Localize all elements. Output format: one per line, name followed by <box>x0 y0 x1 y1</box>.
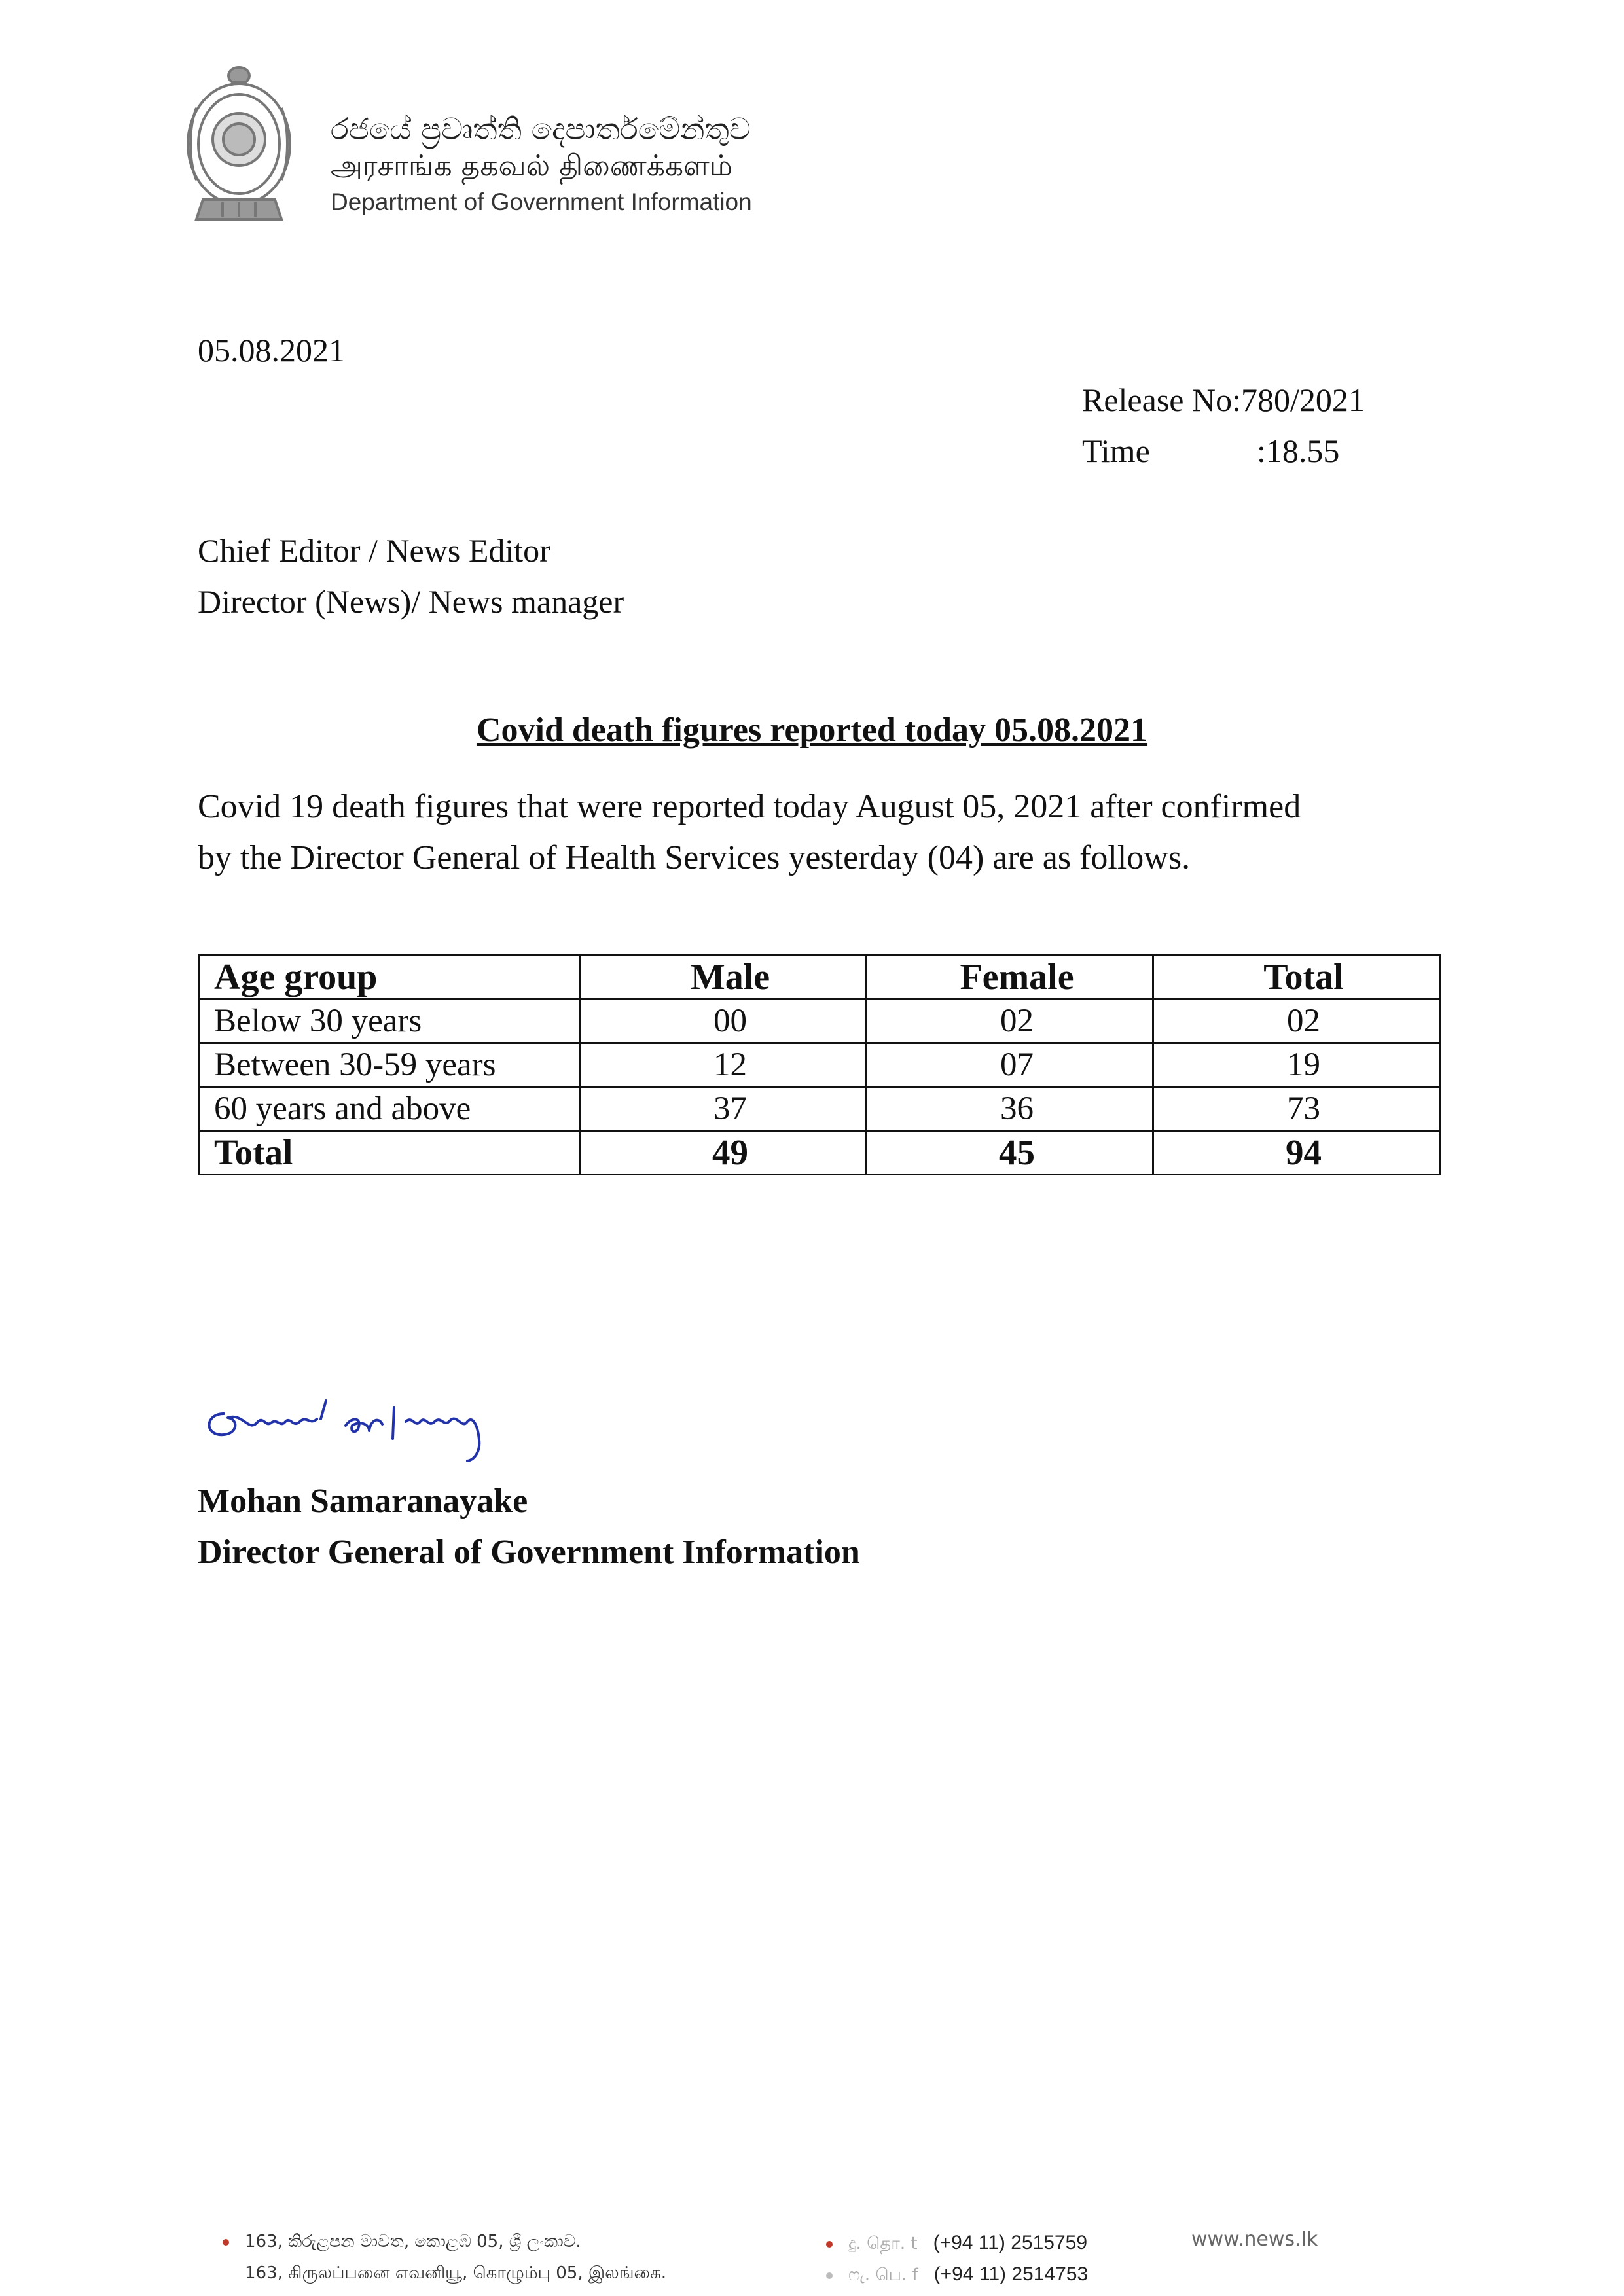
letterhead-sinhala-name: රජයේ ප්‍රවෘත්ති දෙපාර්තමේන්තුව <box>331 111 751 147</box>
footer-fax-number: (+94 11) 2514753 <box>933 2263 1089 2285</box>
footer-address-sinhala <box>223 2232 581 2252</box>
letterhead-tamil-name: அரசாங்க தகவல் திணைக்களம் <box>331 149 733 183</box>
release-number: Release No:780/2021 <box>1082 382 1365 418</box>
footer-phone-label: දු. தொ. t <box>848 2234 918 2253</box>
addressee-line-1: Chief Editor / News Editor <box>198 532 550 569</box>
header-male: Male <box>580 956 867 999</box>
cell-female: 02 <box>867 999 1153 1043</box>
header-total: Total <box>1153 956 1440 999</box>
footer-fax <box>826 2263 1088 2287</box>
table-total-row <box>199 1131 1440 1175</box>
letterhead-english-name: Department of Government Information <box>331 188 752 215</box>
document-heading: Covid death figures reported today 05.08.2021 <box>476 711 1148 749</box>
table-header-row <box>199 956 1440 999</box>
footer-fax-label: ෆැ. பெ. f <box>848 2265 918 2285</box>
addressee-line-2: Director (News)/ News manager <box>198 583 624 620</box>
cell-female: 36 <box>867 1087 1153 1131</box>
cell-total: 19 <box>1153 1043 1440 1087</box>
sri-lanka-emblem-icon <box>177 62 301 226</box>
signatory-title: Director General of Government Information <box>198 1534 860 1571</box>
signatory-name: Mohan Samaranayake <box>198 1482 528 1520</box>
death-figures-table <box>198 954 1441 1175</box>
release-date: 05.08.2021 <box>198 332 345 368</box>
footer-website: www.news.lk <box>1191 2228 1318 2251</box>
footer-phone <box>826 2232 1087 2255</box>
header-age-group: Age group <box>199 956 580 999</box>
table-row <box>199 1087 1440 1131</box>
release-time-label: Time <box>1082 433 1150 469</box>
header-female: Female <box>867 956 1153 999</box>
cell-total: 02 <box>1153 999 1440 1043</box>
bullet-icon <box>223 2239 229 2246</box>
cell-age-group: Below 30 years <box>199 999 580 1043</box>
cell-male: 12 <box>580 1043 867 1087</box>
cell-female: 07 <box>867 1043 1153 1087</box>
cell-male: 37 <box>580 1087 867 1131</box>
table-row <box>199 999 1440 1043</box>
intro-line-2: by the Director General of Health Services yesterday (04) are as follows. <box>198 839 1191 876</box>
bullet-icon <box>826 2241 833 2248</box>
cell-total-label: Total <box>199 1131 580 1175</box>
cell-total: 73 <box>1153 1087 1440 1131</box>
cell-age-group: 60 years and above <box>199 1087 580 1131</box>
footer-phone-number: (+94 11) 2515759 <box>933 2232 1088 2253</box>
cell-total-female: 45 <box>867 1131 1153 1175</box>
cell-grand-total: 94 <box>1153 1131 1440 1175</box>
cell-total-male: 49 <box>580 1131 867 1175</box>
cell-age-group: Between 30-59 years <box>199 1043 580 1087</box>
cell-male: 00 <box>580 999 867 1043</box>
release-time-value: :18.55 <box>1257 433 1340 469</box>
bullet-icon <box>826 2272 833 2279</box>
handwritten-signature <box>198 1388 564 1479</box>
table-row <box>199 1043 1440 1087</box>
intro-line-1: Covid 19 death figures that were reported today August 05, 2021 after confirmed <box>198 788 1301 825</box>
footer-address-tamil: 163, கிருலப்பனை எவனியூ, கொழும்பு 05, இலங்கை. <box>245 2263 667 2283</box>
footer-address-sinhala-text: 163, කිරුළපන මාවත, කොළඹ 05, ශ්‍රී ලංකාව. <box>245 2232 581 2251</box>
